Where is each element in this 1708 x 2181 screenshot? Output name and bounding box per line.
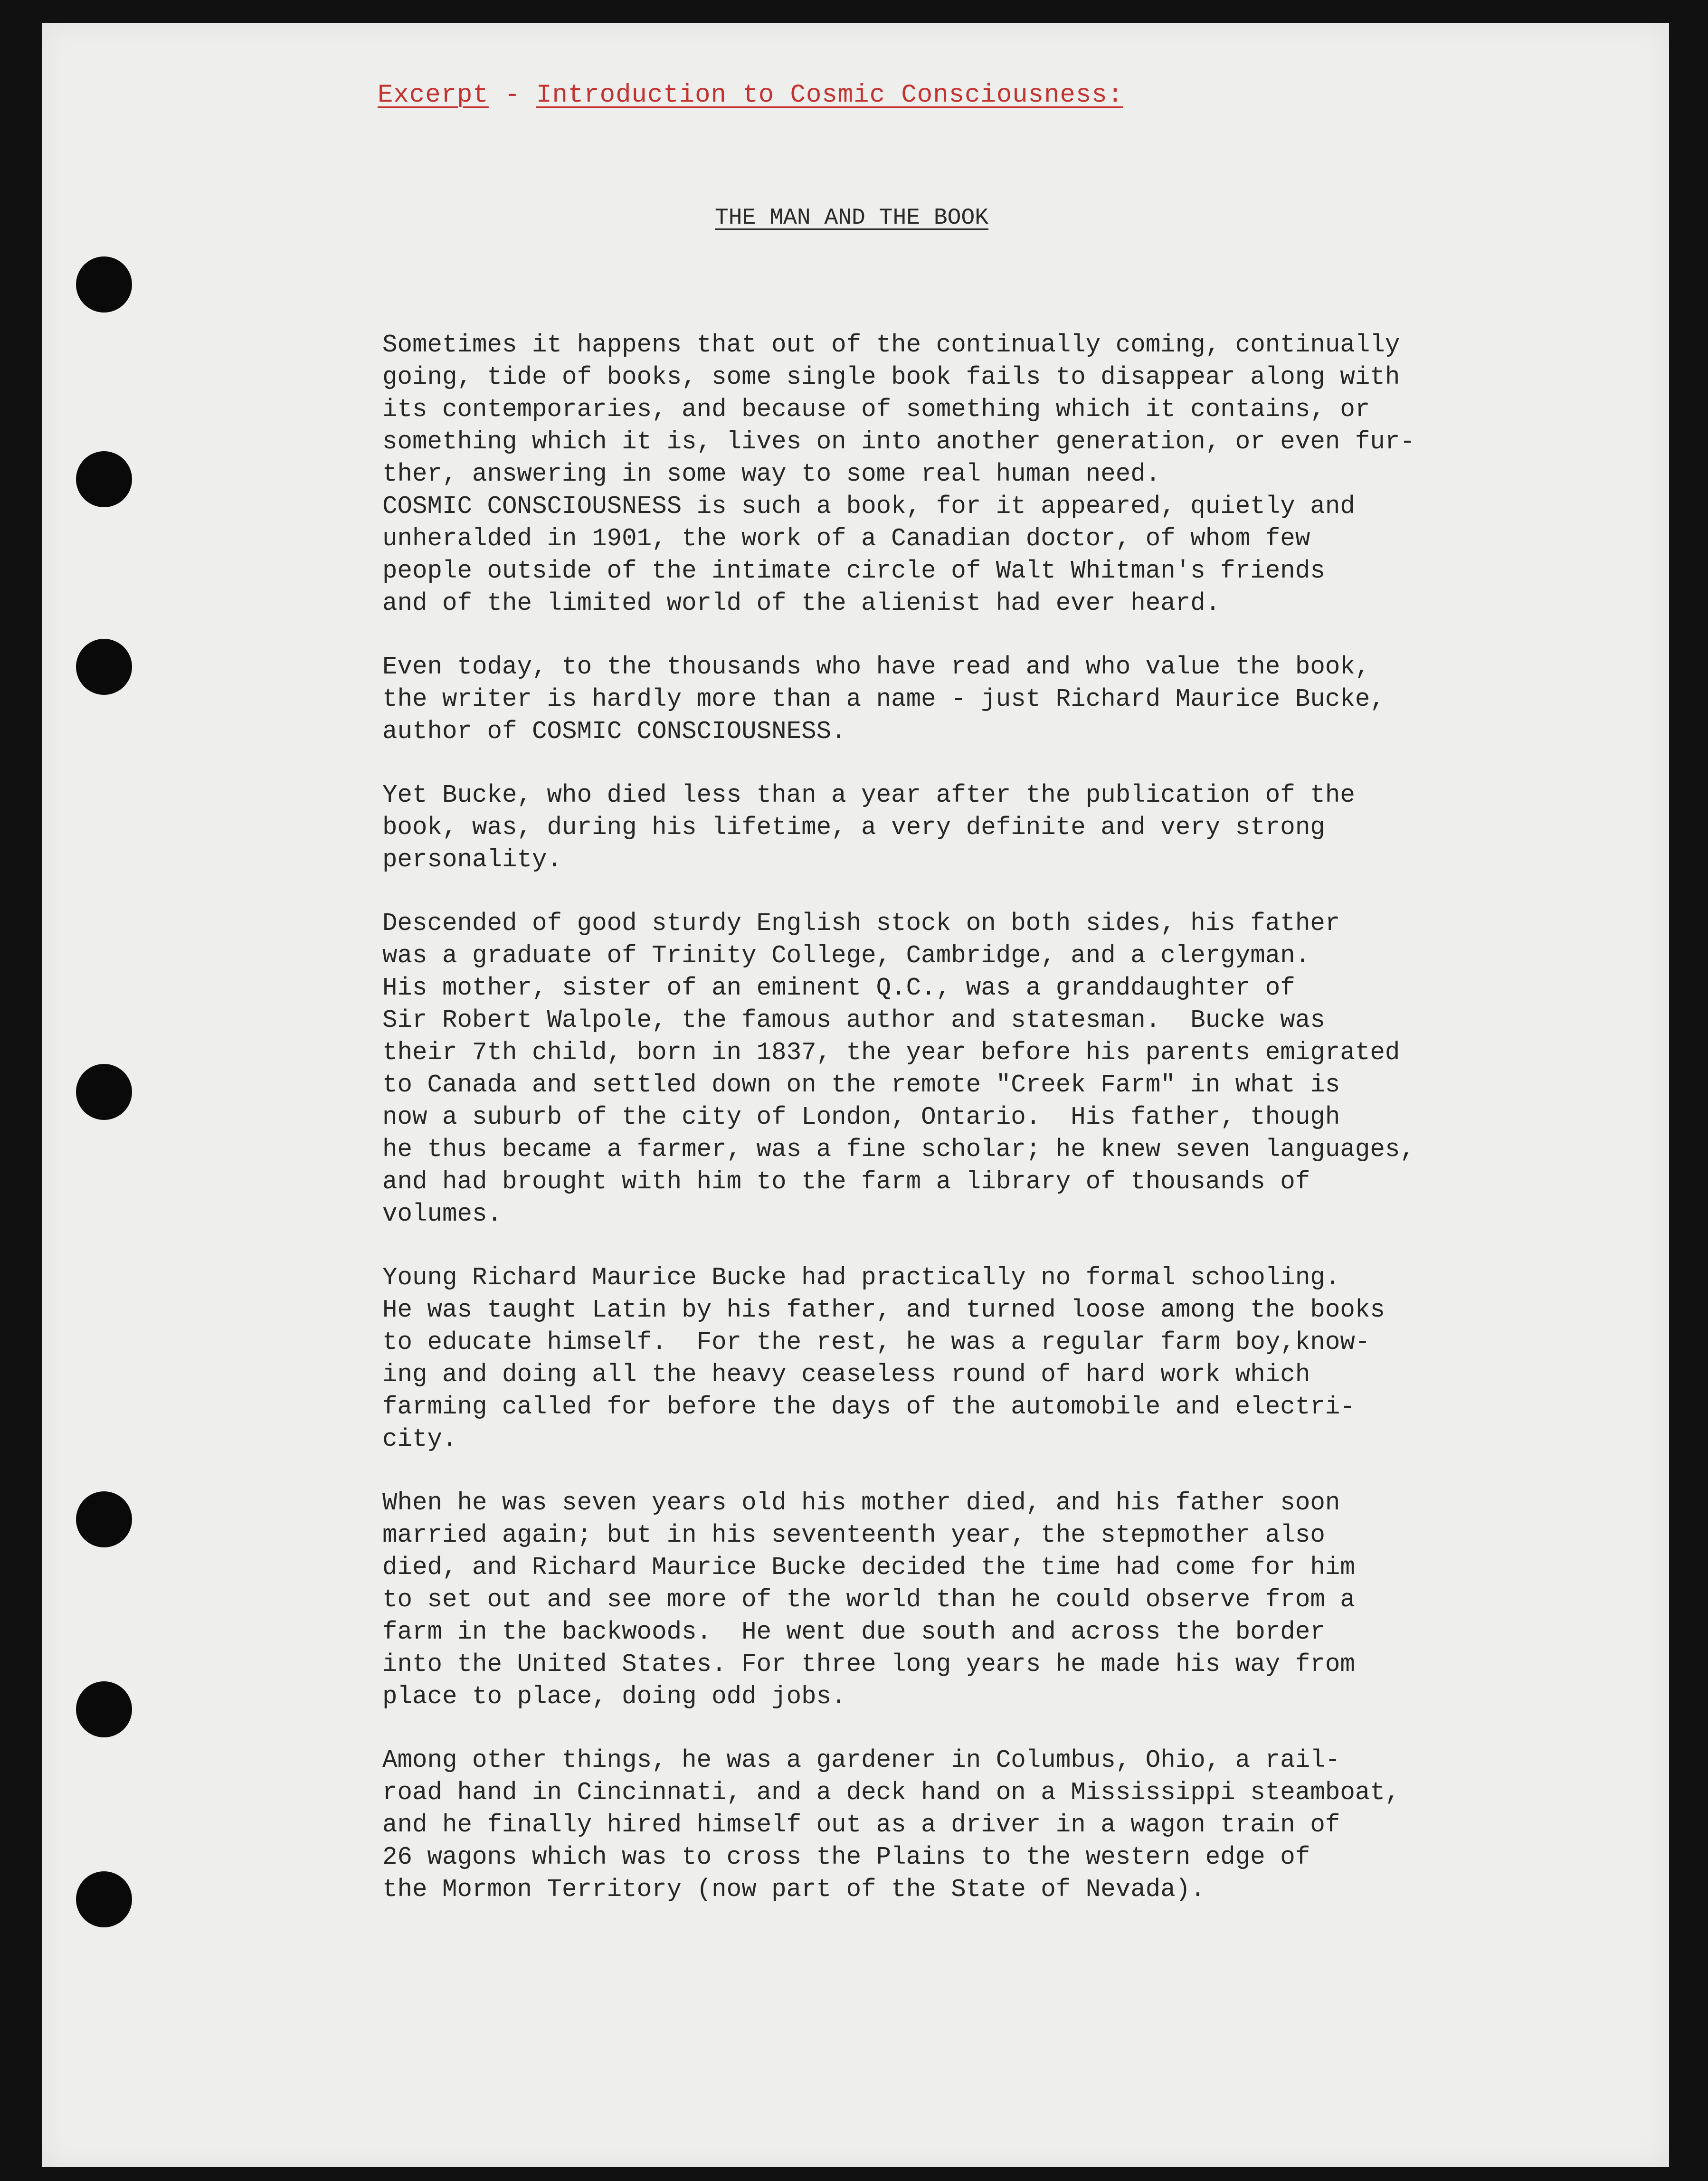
text-line: to Canada and settled down on the remote "Creek Farm" in what is: [382, 1071, 1340, 1099]
text-line: to educate himself. For the rest, he was a regular farm boy,know-: [382, 1328, 1370, 1356]
text-line: and had brought with him to the farm a library of thousands of: [382, 1167, 1310, 1196]
text-line: their 7th child, born in 1837, the year before his parents emigrated: [382, 1038, 1400, 1067]
text-line: farm in the backwoods. He went due south and across the border: [382, 1618, 1325, 1646]
excerpt-header: [378, 81, 1123, 110]
text-line: ther, answering in some way to some real human need.: [382, 460, 1161, 488]
text-line: unheralded in 1901, the work of a Canadian doctor, of whom few: [382, 524, 1310, 553]
text-line: His mother, sister of an eminent Q.C., was a granddaughter of: [382, 974, 1295, 1002]
text-line: Yet Bucke, who died less than a year after the publication of the: [382, 781, 1355, 809]
text-line: he thus became a farmer, was a fine scholar; he knew seven languages,: [382, 1135, 1415, 1164]
text-line: into the United States. For three long years he made his way from: [382, 1650, 1355, 1678]
text-line: road hand in Cincinnati, and a deck hand on a Mississippi steamboat,: [382, 1778, 1400, 1807]
text-line: died, and Richard Maurice Bucke decided the time had come for him: [382, 1553, 1355, 1582]
excerpt-label: Excerpt: [378, 81, 489, 110]
page-title: THE MAN AND THE BOOK: [715, 205, 989, 231]
binder-hole: [76, 1871, 132, 1927]
paragraph: [382, 907, 1489, 1230]
text-line: author of COSMIC CONSCIOUSNESS.: [382, 717, 846, 746]
binder-hole: [76, 1491, 132, 1547]
text-line: Sir Robert Walpole, the famous author and statesman. Bucke was: [382, 1006, 1325, 1034]
text-line: personality.: [382, 845, 562, 874]
text-line: COSMIC CONSCIOUSNESS is such a book, for it appeared, quietly and: [382, 492, 1355, 521]
binder-hole: [76, 639, 132, 695]
text-line: to set out and see more of the world than he could observe from a: [382, 1585, 1355, 1614]
document-body: [382, 329, 1489, 1937]
text-line: Even today, to the thousands who have read and who value the book,: [382, 653, 1370, 681]
text-line: something which it is, lives on into another generation, or even fur-: [382, 427, 1415, 456]
excerpt-source-title: Introduction to Cosmic Consciousness:: [536, 81, 1124, 110]
binder-hole: [76, 256, 132, 313]
bleed-through-mark-top: [1606, 118, 1666, 141]
header-separator: -: [488, 81, 537, 110]
text-line: Young Richard Maurice Bucke had practically no formal schooling.: [382, 1263, 1340, 1292]
text-line: place to place, doing odd jobs.: [382, 1682, 846, 1711]
text-line: 26 wagons which was to cross the Plains to the western edge of: [382, 1843, 1310, 1871]
text-line: volumes.: [382, 1200, 503, 1228]
text-line: farming called for before the days of the automobile and electri-: [382, 1393, 1355, 1421]
text-line: and he finally hired himself out as a driver in a wagon train of: [382, 1811, 1340, 1839]
paragraph: [382, 1744, 1489, 1906]
text-line: Descended of good sturdy English stock on both sides, his father: [382, 909, 1340, 938]
text-line: He was taught Latin by his father, and turned loose among the books: [382, 1296, 1385, 1324]
text-line: the Mormon Territory (now part of the State of Nevada).: [382, 1875, 1205, 1904]
paragraph: [382, 329, 1489, 619]
text-line: ing and doing all the heavy ceaseless round of hard work which: [382, 1360, 1310, 1389]
text-line: its contemporaries, and because of something which it contains, or: [382, 395, 1370, 424]
text-line: going, tide of books, some single book fails to disappear along with: [382, 363, 1400, 391]
text-line: and of the limited world of the alienist had ever heard.: [382, 589, 1221, 617]
text-line: Among other things, he was a gardener in Columbus, Ohio, a rail-: [382, 1746, 1340, 1774]
text-line: city.: [382, 1425, 457, 1453]
binder-hole: [76, 451, 132, 507]
paragraph: [382, 651, 1489, 748]
paragraph: [382, 1487, 1489, 1713]
text-line: married again; but in his seventeenth year, the stepmother also: [382, 1521, 1325, 1549]
text-line: people outside of the intimate circle of Walt Whitman's friends: [382, 557, 1325, 585]
paragraph: [382, 779, 1489, 876]
text-line: the writer is hardly more than a name - just Richard Maurice Bucke,: [382, 685, 1385, 713]
bleed-through-mark-bottom: [1606, 1970, 1666, 1993]
text-line: now a suburb of the city of London, Ontario. His father, though: [382, 1103, 1340, 1131]
text-line: Sometimes it happens that out of the continually coming, continually: [382, 331, 1400, 359]
paragraph: [382, 1261, 1489, 1455]
text-line: When he was seven years old his mother died, and his father soon: [382, 1489, 1340, 1517]
binder-hole: [76, 1064, 132, 1120]
text-line: book, was, during his lifetime, a very definite and very strong: [382, 813, 1325, 842]
text-line: was a graduate of Trinity College, Cambridge, and a clergyman.: [382, 941, 1310, 970]
binder-hole: [76, 1681, 132, 1737]
